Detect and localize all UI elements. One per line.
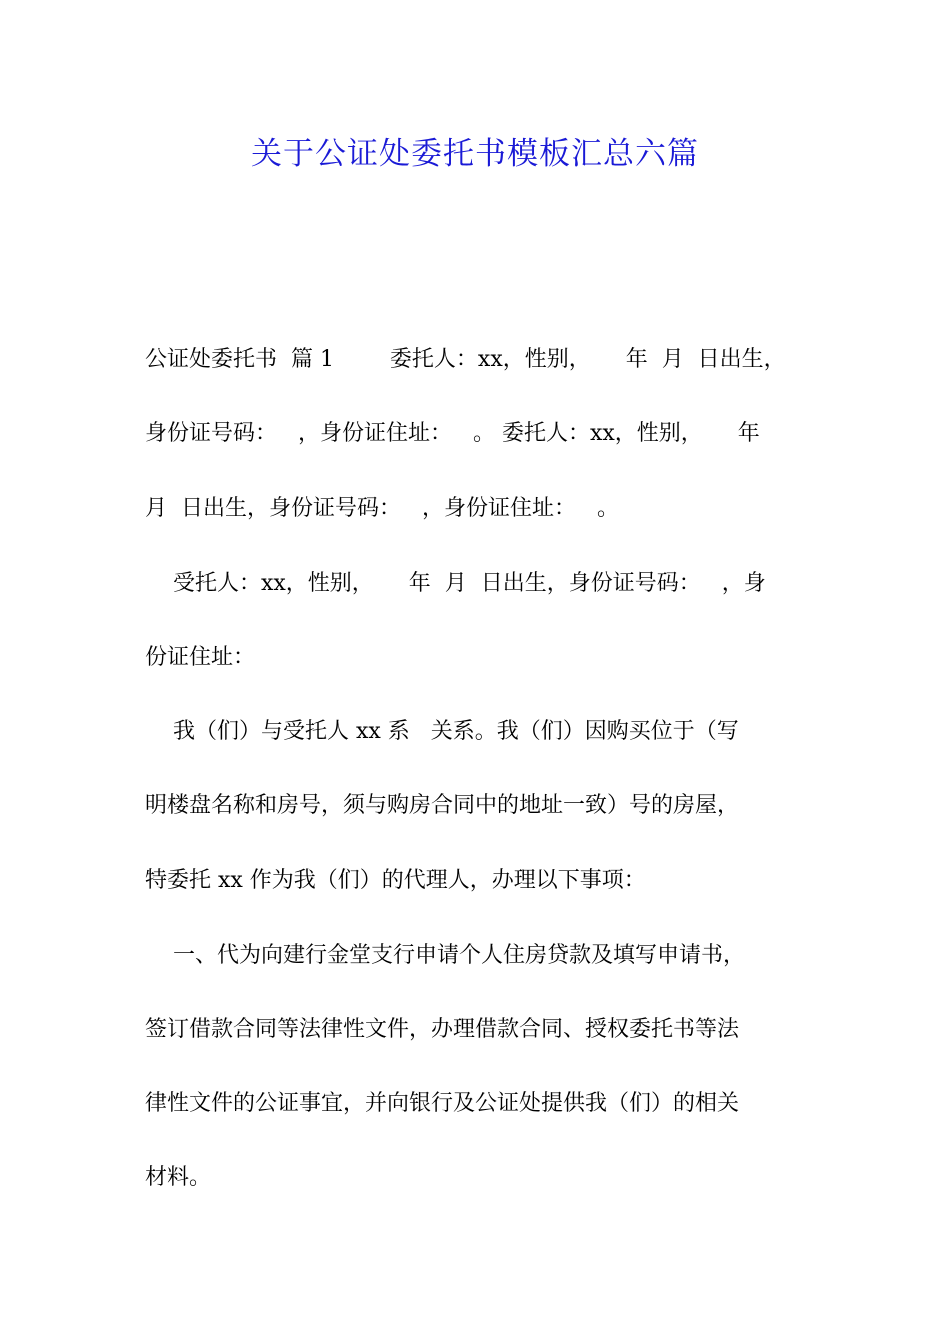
body-line: 材料。 bbox=[145, 1165, 212, 1190]
body-line: 公证处委托书 篇 1 委托人：xx，性别， 年 月 日出生， bbox=[145, 347, 786, 372]
body-line: 身份证号码： ，身份证住址： 。 委托人：xx，性别， 年 bbox=[145, 421, 760, 446]
body-line: 受托人：xx，性别， 年 月 日出生，身份证号码： ，身 bbox=[145, 571, 766, 596]
body-line: 律性文件的公证事宜，并向银行及公证处提供我（们）的相关 bbox=[145, 1091, 740, 1116]
body-line: 份证住址： bbox=[145, 645, 256, 670]
body-line: 一、代为向建行金堂支行申请个人住房贷款及填写申请书， bbox=[145, 943, 745, 968]
body-line: 明楼盘名称和房号，须与购房合同中的地址一致）号的房屋， bbox=[145, 793, 740, 818]
body-line: 签订借款合同等法律性文件，办理借款合同、授权委托书等法 bbox=[145, 1017, 740, 1042]
page-title: 关于公证处委托书模板汇总六篇 bbox=[251, 136, 699, 172]
body-line: 我（们）与受托人 xx 系 关系。我（们）因购买位于（写 bbox=[145, 719, 739, 744]
body-line: 特委托 xx 作为我（们）的代理人，办理以下事项： bbox=[145, 868, 646, 893]
body-line: 月 日出生，身份证号码： ，身份证住址： 。 bbox=[145, 496, 619, 521]
